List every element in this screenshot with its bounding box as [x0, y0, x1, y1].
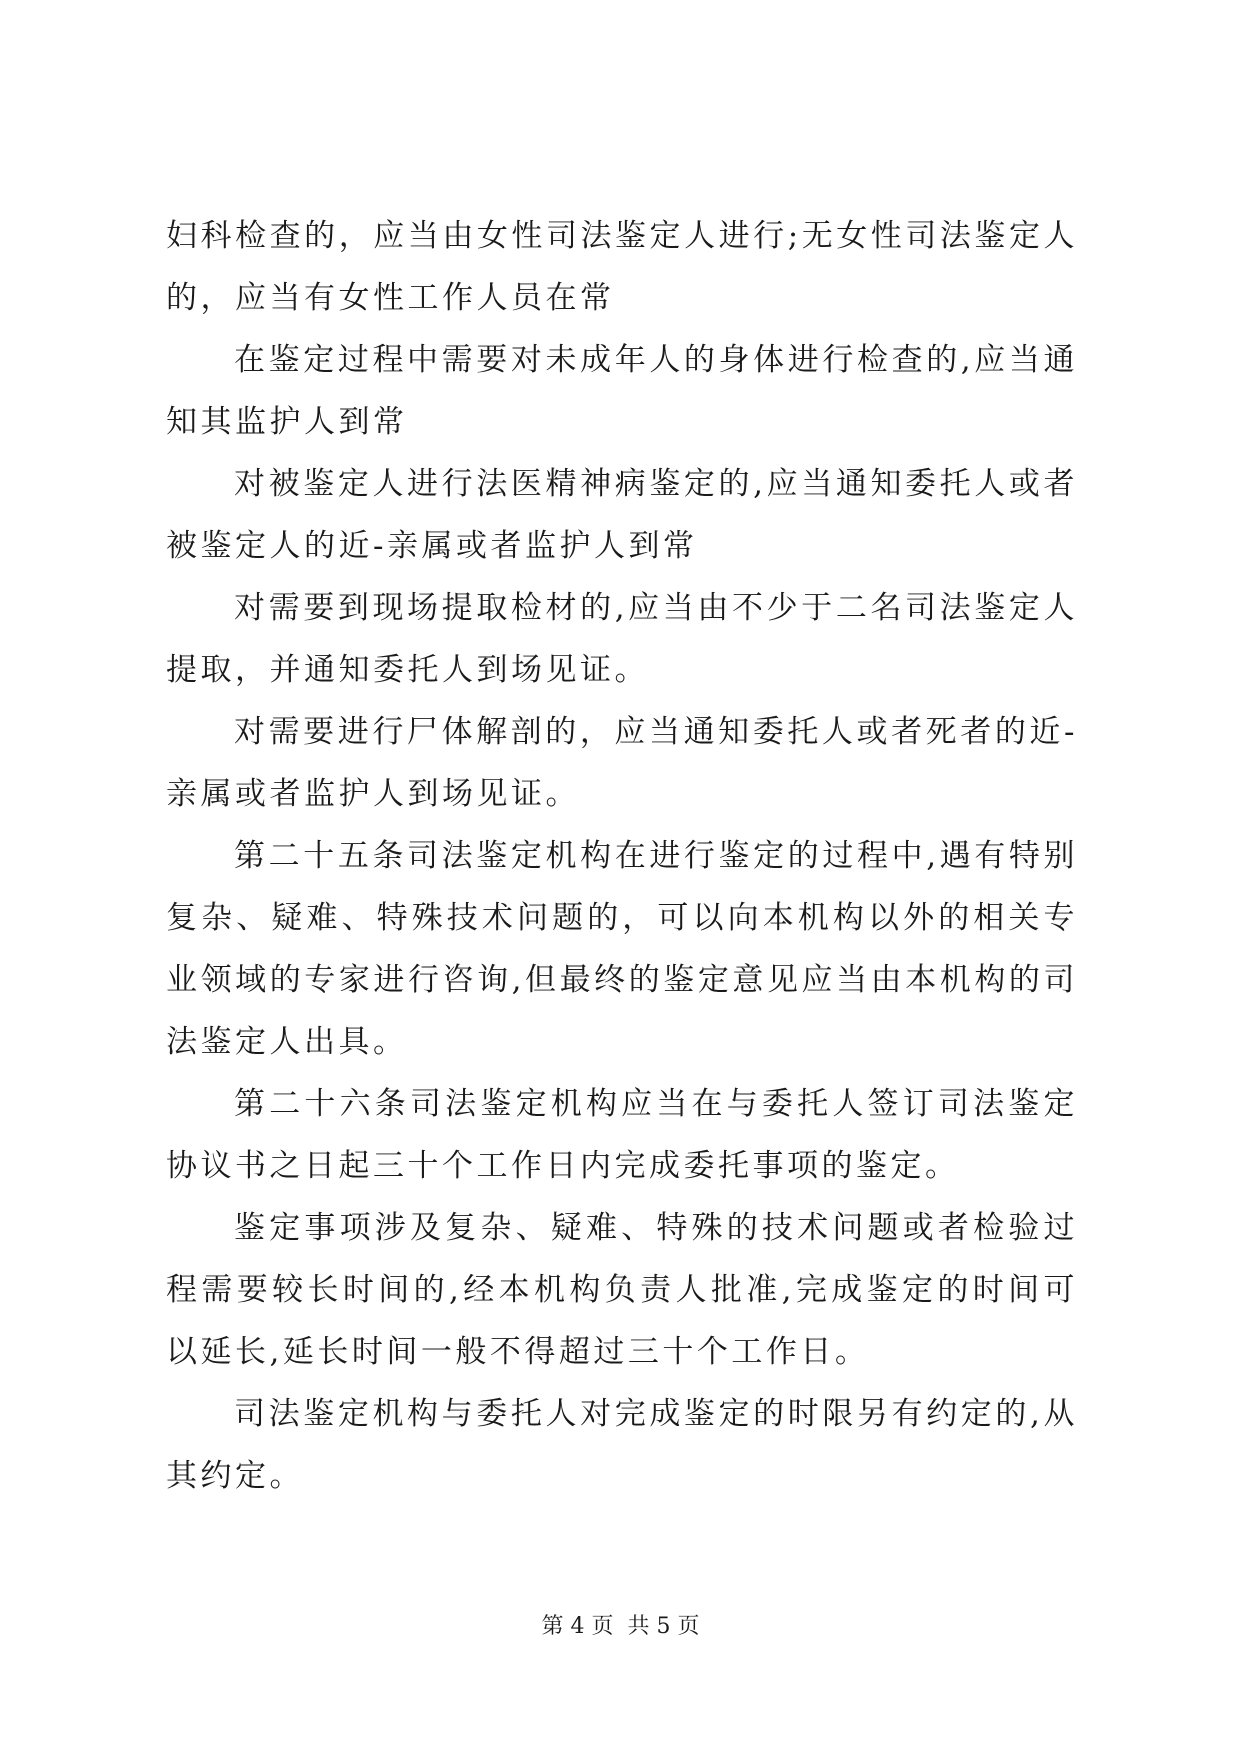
paragraph-6: 第二十五条司法鉴定机构在进行鉴定的过程中,遇有特别复杂、疑难、特殊技术问题的，可以向本机构以外的相关专业领域的专家进行咨询,但最终的鉴定意见应当由本机构的司法鉴定人出具。	[166, 838, 1078, 1060]
paragraph-8: 鉴定事项涉及复杂、疑难、特殊的技术问题或者检验过程需要较长时间的,经本机构负责人批准,完成鉴定的时间可以延长,延长时间一般不得超过三十个工作日。	[166, 1210, 1078, 1370]
paragraph-1: 妇科检查的，应当由女性司法鉴定人进行;无女性司法鉴定人的，应当有女性工作人员在常	[166, 218, 1078, 316]
page-footer	[0, 1612, 1241, 1642]
paragraph-9: 司法鉴定机构与委托人对完成鉴定的时限另有约定的,从其约定。	[166, 1396, 1078, 1494]
paragraph-5: 对需要进行尸体解剖的，应当通知委托人或者死者的近-亲属或者监护人到场见证。	[166, 714, 1078, 812]
paragraph-3: 对被鉴定人进行法医精神病鉴定的,应当通知委托人或者被鉴定人的近-亲属或者监护人到常	[166, 466, 1078, 564]
page-number-label: 第 4 页 共 5 页	[541, 1614, 700, 1639]
paragraph-7: 第二十六条司法鉴定机构应当在与委托人签订司法鉴定协议书之日起三十个工作日内完成委托事项的鉴定。	[166, 1086, 1078, 1184]
document-body	[166, 205, 1078, 1507]
paragraph-2: 在鉴定过程中需要对未成年人的身体进行检查的,应当通知其监护人到常	[166, 342, 1078, 440]
paragraph-4: 对需要到现场提取检材的,应当由不少于二名司法鉴定人提取，并通知委托人到场见证。	[166, 590, 1078, 688]
